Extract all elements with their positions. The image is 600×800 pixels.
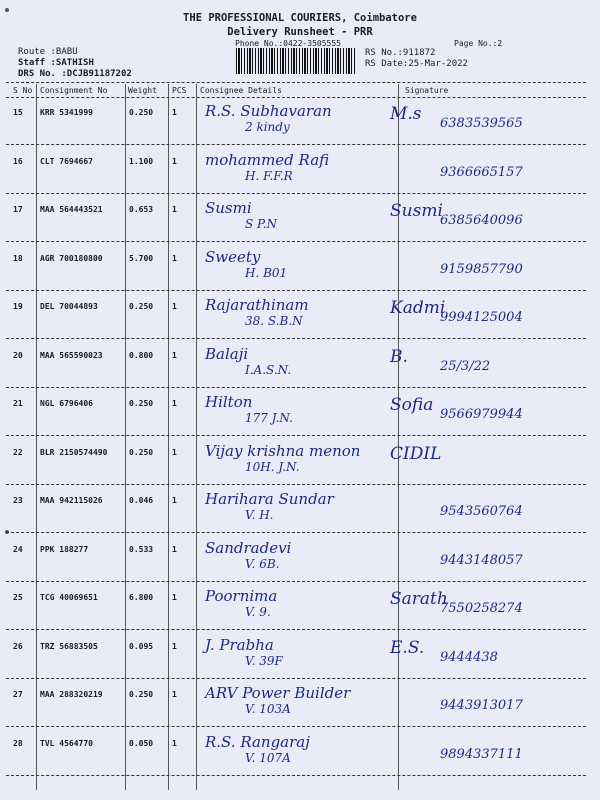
consignee-name: Vijay krishna menon: [205, 441, 361, 460]
rs-date: RS Date:25-Mar-2022: [365, 59, 468, 69]
consignee-address: V. 6B.: [245, 556, 280, 571]
pcs-value: 1: [172, 350, 177, 360]
receiver-phone: 6385640096: [440, 213, 523, 228]
receiver-phone: 9566979944: [440, 407, 523, 422]
row-divider: [6, 241, 586, 242]
pcs-value: 1: [172, 593, 177, 602]
table-row: [0, 585, 600, 631]
receiver-phone: 9444438: [440, 649, 498, 665]
staff-label: Staff: [18, 58, 46, 68]
header-rule-top: [6, 82, 586, 83]
weight-value: 6.800: [129, 593, 154, 602]
serial-number: 17: [13, 205, 23, 214]
pcs-value: 1: [172, 205, 177, 214]
company-title: THE PROFESSIONAL COURIERS, Coimbatore: [183, 12, 417, 24]
weight-value: 0.250: [129, 302, 154, 311]
consignee-name: Rajarathinam: [205, 296, 309, 314]
row-divider: [6, 387, 586, 388]
weight-value: 0.050: [129, 738, 154, 748]
table-row: [0, 343, 600, 389]
weight-value: 0.250: [129, 447, 154, 457]
consignment-number: PPK 188277: [40, 544, 89, 554]
table-row: [0, 294, 600, 340]
row-divider: [6, 726, 586, 727]
serial-number: 27: [13, 690, 23, 699]
header-rule-bottom: [6, 97, 586, 98]
barcode-image: [236, 48, 356, 74]
signature-mark: Sofia: [390, 395, 434, 415]
signature-mark: Kadmi: [390, 298, 446, 318]
staff-line: [18, 58, 94, 68]
row-divider: [6, 338, 586, 339]
drs-value: :DCJB91187202: [61, 69, 132, 79]
pcs-value: 1: [172, 738, 177, 748]
table-row: [0, 246, 600, 292]
weight-value: 0.250: [129, 690, 154, 699]
serial-number: 20: [13, 350, 23, 360]
consignee-address: 38. S.B.N: [245, 314, 303, 328]
consignment-number: TRZ 56883505: [40, 641, 98, 651]
consignee-name: mohammed Rafi: [205, 150, 330, 169]
consignee-address: V. H.: [245, 508, 274, 522]
receiver-phone: 25/3/22: [440, 358, 491, 374]
serial-number: 21: [13, 399, 23, 408]
consignee-name: ARV Power Builder: [205, 684, 351, 702]
consignee-name: R.S. Rangaraj: [205, 732, 310, 751]
row-divider: [6, 484, 586, 485]
pcs-value: 1: [172, 302, 177, 311]
signature-mark: B.: [390, 346, 408, 367]
table-row: [0, 537, 600, 583]
route-label: Route: [18, 47, 46, 57]
consignment-number: BLR 2150574490: [40, 447, 108, 457]
serial-number: 19: [13, 302, 23, 311]
table-row: [0, 488, 600, 534]
table-row: [0, 391, 600, 437]
signature-mark: Susmi: [390, 201, 443, 221]
row-divider: [6, 581, 586, 582]
consignee-address: 10H. J.N.: [245, 459, 300, 474]
col-pcs: PCS: [172, 86, 187, 95]
table-row: [0, 149, 600, 195]
receiver-phone: 9159857790: [440, 261, 523, 277]
receiver-phone: 9443913017: [440, 698, 523, 713]
document-subtitle: Delivery Runsheet - PRR: [227, 26, 373, 38]
weight-value: 0.653: [129, 205, 154, 214]
col-signature: Signature: [405, 86, 449, 95]
table-row: [0, 100, 600, 146]
col-consignee: Consignee Details: [200, 86, 282, 95]
consignee-address: 177 J.N.: [245, 411, 293, 425]
pcs-value: 1: [172, 447, 177, 457]
weight-value: 0.533: [129, 544, 154, 554]
consignment-number: AGR 700180800: [40, 253, 103, 263]
consignment-number: DEL 70044893: [40, 302, 98, 311]
table-row: [0, 682, 600, 728]
weight-value: 0.250: [129, 399, 154, 408]
consignee-address: S P.N: [245, 217, 277, 231]
row-divider: [6, 532, 586, 533]
consignment-number: TVL 4564770: [40, 738, 93, 748]
col-sno: S No: [13, 86, 33, 95]
receiver-phone: 9543560764: [440, 504, 523, 519]
consignee-name: Sweety: [205, 247, 261, 266]
consignee-address: H. F.F.R: [245, 168, 293, 183]
consignment-number: KRR 5341999: [40, 108, 93, 117]
weight-value: 0.046: [129, 496, 154, 505]
receiver-phone: 9994125004: [440, 310, 523, 325]
serial-number: 23: [13, 496, 23, 505]
consignee-address: V. 103A: [245, 702, 291, 716]
pcs-value: 1: [172, 544, 177, 554]
weight-value: 5.700: [129, 253, 154, 263]
pcs-value: 1: [172, 641, 177, 651]
staff-value: :SATHISH: [50, 58, 94, 68]
consignment-number: CLT 7694667: [40, 156, 93, 166]
serial-number: 22: [13, 447, 23, 457]
row-divider: [6, 775, 586, 776]
phone-number: Phone No.:0422-3505555: [235, 39, 341, 48]
receiver-phone: 9894337111: [440, 746, 523, 762]
serial-number: 25: [13, 593, 23, 602]
signature-mark: M.s: [390, 104, 422, 124]
pcs-value: 1: [172, 156, 177, 166]
consignee-address: V. 107A: [245, 750, 291, 765]
consignee-address: V. 9.: [245, 605, 271, 619]
rs-number: RS No.:911872: [365, 48, 436, 58]
receiver-phone: 7550258274: [440, 601, 523, 616]
row-divider: [6, 144, 586, 145]
route-line: [18, 47, 78, 57]
table-row: [0, 440, 600, 486]
weight-value: 0.800: [129, 350, 154, 360]
serial-number: 18: [13, 253, 23, 263]
drs-label: DRS No.: [18, 69, 56, 79]
consignee-address: I.A.S.N.: [245, 362, 292, 377]
consignee-name: Balaji: [205, 344, 249, 363]
serial-number: 16: [13, 156, 23, 166]
consignee-address: V. 39F: [245, 653, 283, 668]
table-row: [0, 197, 600, 243]
weight-value: 0.250: [129, 108, 154, 117]
pcs-value: 1: [172, 690, 177, 699]
consignment-number: MAA 942115026: [40, 496, 103, 505]
consignment-number: MAA 564443521: [40, 205, 103, 214]
row-divider: [6, 678, 586, 679]
table-row: [0, 731, 600, 777]
consignee-name: Harihara Sundar: [205, 490, 334, 508]
receiver-phone: 9443148057: [440, 552, 523, 568]
row-divider: [6, 435, 586, 436]
row-divider: [6, 290, 586, 291]
receiver-phone: 6383539565: [440, 116, 523, 131]
drs-line: [18, 69, 132, 79]
row-divider: [6, 629, 586, 630]
serial-number: 26: [13, 641, 23, 651]
consignee-name: Hilton: [205, 393, 253, 411]
pcs-value: 1: [172, 496, 177, 505]
consignment-number: MAA 288320219: [40, 690, 103, 699]
weight-value: 1.100: [129, 156, 154, 166]
consignee-name: R.S. Subhavaran: [205, 102, 332, 120]
consignee-name: Sandradevi: [205, 538, 292, 557]
signature-mark: Sarath: [390, 589, 448, 609]
consignee-name: Susmi: [205, 199, 252, 217]
pcs-value: 1: [172, 253, 177, 263]
consignee-name: J. Prabha: [205, 635, 274, 654]
consignee-address: H. B01: [245, 265, 288, 280]
signature-mark: CIDIL: [390, 443, 442, 464]
serial-number: 28: [13, 738, 23, 748]
serial-number: 24: [13, 544, 23, 554]
table-row: [0, 634, 600, 680]
row-divider: [6, 193, 586, 194]
consignment-number: MAA 565590023: [40, 350, 103, 360]
receiver-phone: 9366665157: [440, 164, 523, 180]
route-value: :BABU: [50, 47, 78, 57]
serial-number: 15: [13, 108, 23, 117]
signature-mark: E.S.: [390, 637, 425, 658]
page-number: Page No.:2: [454, 39, 503, 48]
consignee-name: Poornima: [205, 587, 278, 605]
pcs-value: 1: [172, 399, 177, 408]
weight-value: 0.095: [129, 641, 154, 651]
consignment-number: TCG 40069651: [40, 593, 98, 602]
consignee-address: 2 kindy: [245, 120, 290, 134]
pcs-value: 1: [172, 108, 177, 117]
consignment-number: NGL 6796406: [40, 399, 93, 408]
col-consignment: Consignment No: [40, 86, 108, 95]
col-weight: Weight: [128, 86, 157, 95]
